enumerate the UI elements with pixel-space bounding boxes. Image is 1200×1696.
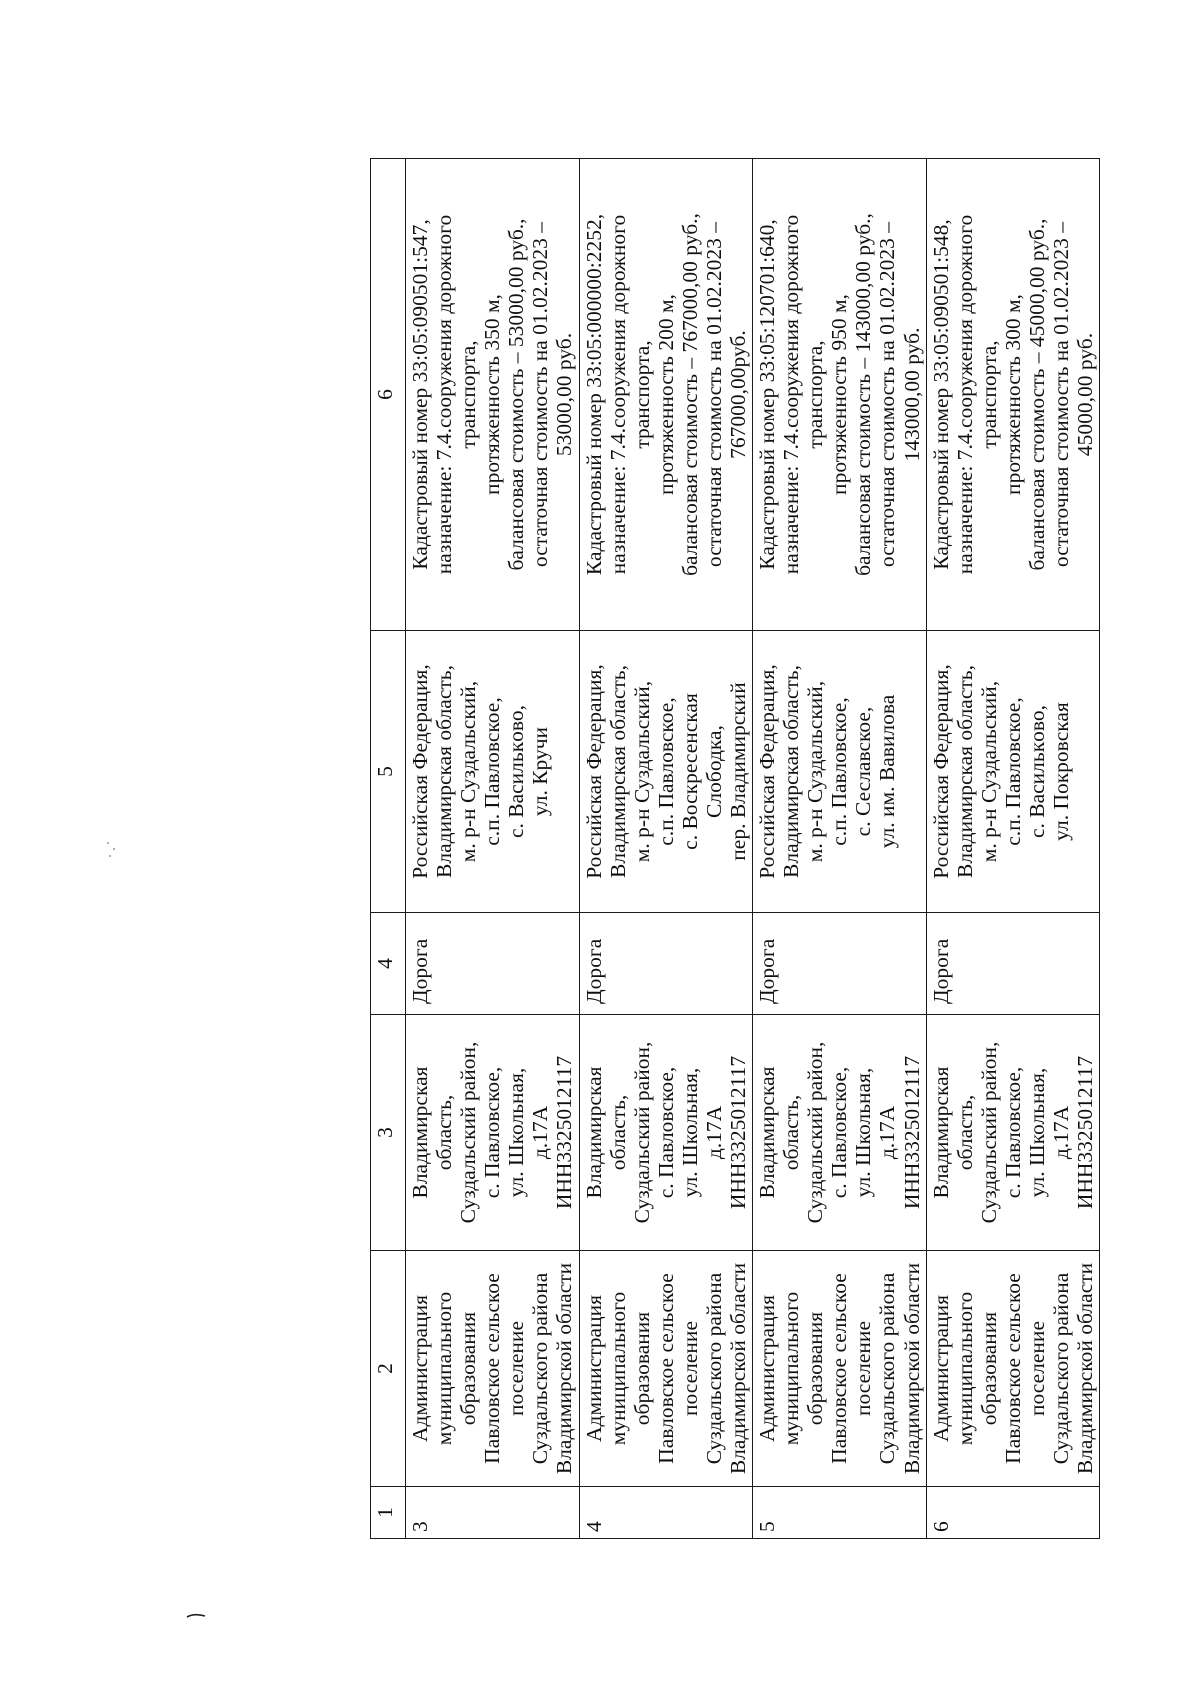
object-details: Кадастровый номер 33:05:000000:2252, назначение: 7.4.сооружения дорожного транспорта, протяженность 200 м, балансовая стоимость – 767000,00 руб., остаточная стоимость на 01.02.2023 – 767000,00руб. [579,159,753,631]
holder-name: Администрация муниципального образования Павловское сельское поселение Суздальского района Владимирской области [926,1251,1100,1487]
scan-dots-icon [105,840,119,860]
scan-mark-icon [186,1613,206,1619]
row-number: 6 [926,1487,1100,1539]
object-location: Российская Федерация, Владимирская область, м. р-н Суздальский, с.п. Павловское, с. Василькoво, ул. Кручи [406,631,580,913]
holder-name: Администрация муниципального образования Павловское сельское поселение Суздальского района Владимирской области [406,1251,580,1487]
holder-address: Владимирская область, Суздальский район, с. Павловское, ул. Школьная, д.17А ИНН3325012117 [579,1015,753,1251]
holder-address: Владимирская область, Суздальский район, с. Павловское, ул. Школьная, д.17А ИНН3325012117 [406,1015,580,1251]
rotated-table-page [370,159,1098,1539]
object-location: Российская Федерация, Владимирская область, м. р-н Суздальский, с.п. Павловское, с. Воскресенская Слободка, пер. Владимирский [579,631,753,913]
object-name: Дорога [406,913,580,1015]
object-name: Дорога [926,913,1100,1015]
object-name: Дорога [753,913,927,1015]
row-number: 5 [753,1487,927,1539]
header-col-5: 5 [371,631,406,913]
holder-address: Владимирская область, Суздальский район, с. Павловское, ул. Школьная, д.17А ИНН3325012117 [753,1015,927,1251]
header-col-4: 4 [371,913,406,1015]
row-number: 4 [579,1487,753,1539]
object-name: Дорога [579,913,753,1015]
object-details: Кадастровый номер 33:05:090501:548, назначение: 7.4.сооружения дорожного транспорта, протяженность 300 м, балансовая стоимость – 45000,00 руб., остаточная стоимость на 01.02.2023 – 45000,00 руб. [926,159,1100,631]
holder-name: Администрация муниципального образования Павловское сельское поселение Суздальского района Владимирской области [579,1251,753,1487]
object-details: Кадастровый номер 33:05:120701:640, назначение: 7.4.сооружения дорожного транспорта, протяженность 950 м, балансовая стоимость – 143000,00 руб., остаточная стоимость на 01.02.2023 – 143000,00 руб. [753,159,927,631]
object-details: Кадастровый номер 33:05:090501:547, назначение: 7.4.сооружения дорожного транспорта, протяженность 350 м, балансовая стоимость – 53000,00 руб., остаточная стоимость на 01.02.2023 – 53000,00 руб. [406,159,580,631]
header-col-1: 1 [371,1487,406,1539]
property-registry-table [370,158,1100,1539]
holder-name: Администрация муниципального образования Павловское сельское поселение Суздальского района Владимирской области [753,1251,927,1487]
holder-address: Владимирская область, Суздальский район, с. Павловское, ул. Школьная, д.17А ИНН3325012117 [926,1015,1100,1251]
header-col-2: 2 [371,1251,406,1487]
row-number: 3 [406,1487,580,1539]
header-col-3: 3 [371,1015,406,1251]
table-row [406,159,580,1539]
object-location: Российская Федерация, Владимирская область, м. р-н Суздальский, с.п. Павловское, с. Василькoво, ул. Покровская [926,631,1100,913]
header-col-6: 6 [371,159,406,631]
object-location: Российская Федерация, Владимирская область, м. р-н Суздальский, с.п. Павловское, с. Сеславское, ул. им. Вавилова [753,631,927,913]
table-row [753,159,927,1539]
table-row [579,159,753,1539]
table-header-row [371,159,406,1539]
table-row [926,159,1100,1539]
